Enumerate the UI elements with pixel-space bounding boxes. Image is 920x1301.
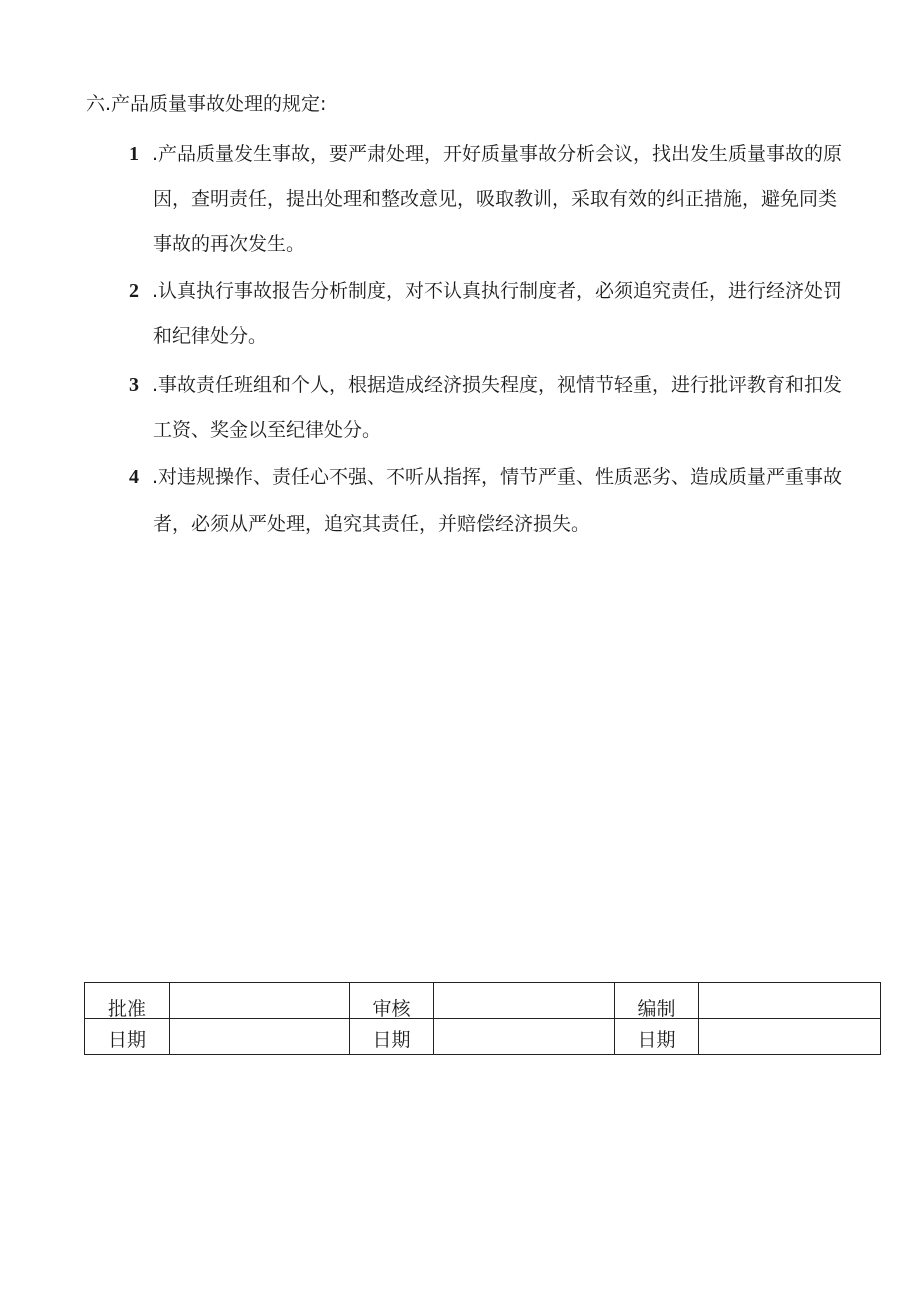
approve-date-label-cell	[85, 1019, 170, 1055]
item-number: 1	[129, 143, 139, 165]
item-number: 4	[129, 466, 139, 488]
date-label: 日期	[372, 1029, 411, 1051]
section-heading: 六.产品质量事故处理的规定:	[86, 93, 327, 115]
item-text-line: .对违规操作、责任心不强、不听从指挥，情节严重、性质恶劣、造成质量严重事故	[152, 466, 843, 488]
item-text-line: 工资、奖金以至纪律处分。	[153, 419, 382, 441]
approve-label: 批准	[107, 998, 146, 1020]
review-date-label-cell	[350, 1019, 434, 1055]
item-text-line: .产品质量发生事故，要严肃处理，开好质量事故分析会议，找出发生质量事故的原	[152, 143, 843, 165]
signoff-row-signers	[85, 983, 881, 1019]
item-text-line: 因，查明责任，提出处理和整改意见，吸取教训，采取有效的纠正措施，避免同类	[153, 188, 838, 210]
review-label: 审核	[372, 998, 411, 1020]
signoff-table	[84, 982, 881, 1055]
compile-date-label-cell	[615, 1019, 699, 1055]
item-text-line: .事故责任班组和个人，根据造成经济损失程度，视情节轻重，进行批评教育和扣发	[152, 374, 843, 396]
item-text-line: .认真执行事故报告分析制度，对不认真执行制度者，必须追究责任，进行经济处罚	[152, 280, 843, 302]
approve-value-cell	[170, 983, 350, 1019]
item-number: 2	[129, 280, 139, 302]
item-number: 3	[129, 374, 139, 396]
item-text-line: 和纪律处分。	[153, 325, 268, 347]
date-label: 日期	[637, 1029, 676, 1051]
date-label: 日期	[107, 1029, 146, 1051]
item-text-line: 者，必须从严处理，追究其责任，并赔偿经济损失。	[153, 513, 591, 535]
review-value-cell	[434, 983, 615, 1019]
compile-date-value-cell	[699, 1019, 881, 1055]
item-text-line: 事故的再次发生。	[153, 233, 306, 255]
compile-value-cell	[699, 983, 881, 1019]
signoff-row-dates	[85, 1019, 881, 1055]
approve-label-cell	[85, 983, 170, 1019]
review-date-value-cell	[434, 1019, 615, 1055]
compile-label-cell	[615, 983, 699, 1019]
review-label-cell	[350, 983, 434, 1019]
approve-date-value-cell	[170, 1019, 350, 1055]
compile-label: 编制	[637, 998, 676, 1020]
